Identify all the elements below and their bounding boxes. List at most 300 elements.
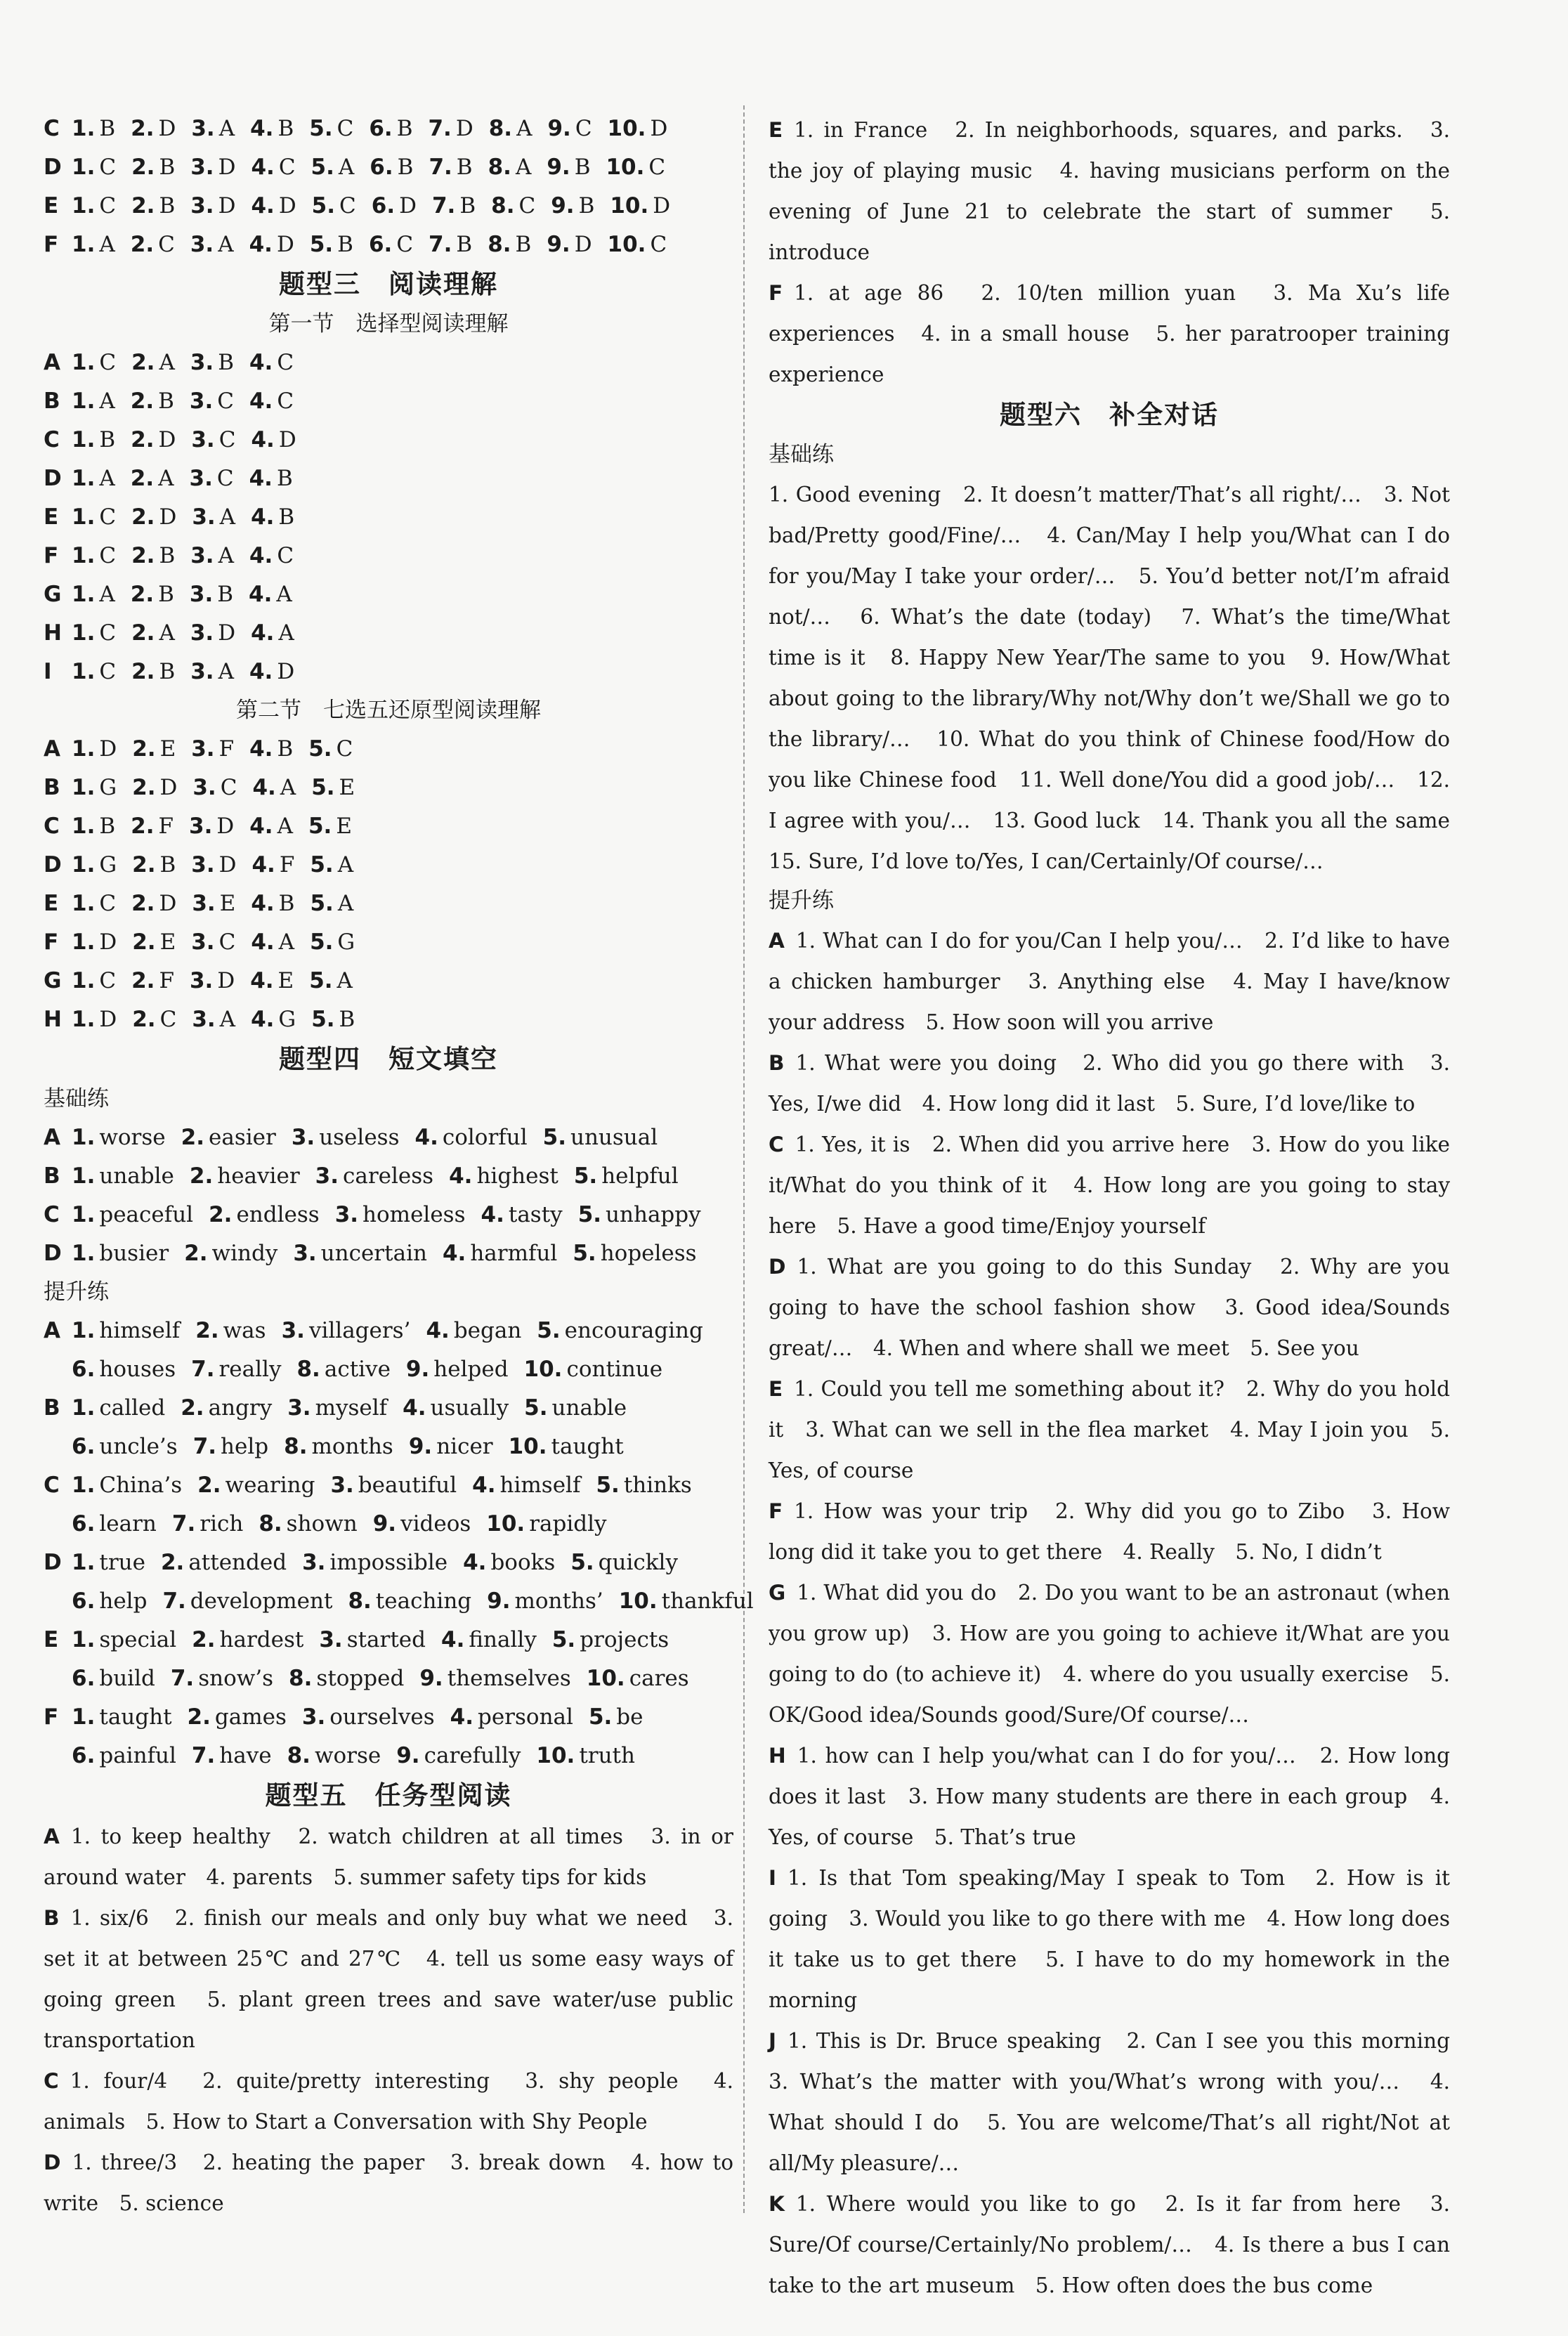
answer-value: C xyxy=(99,155,117,180)
question-number: 10. xyxy=(508,1434,547,1459)
question-number: 1. xyxy=(72,232,96,257)
answer-value: D xyxy=(218,193,236,218)
question-number: 4. xyxy=(249,659,273,684)
question-number: 3. xyxy=(190,155,214,180)
answer-item xyxy=(310,923,355,962)
group-label: C xyxy=(44,1473,60,1498)
answer-item xyxy=(249,575,292,614)
answer-item xyxy=(184,1234,277,1273)
section-title: 题型五 任务型阅读 xyxy=(265,1780,512,1810)
answer-item xyxy=(372,187,417,226)
question-number: 3. xyxy=(191,116,215,141)
answer-item xyxy=(131,459,174,498)
answer-value: snow’s xyxy=(198,1666,274,1691)
answer-paragraph xyxy=(769,1124,1450,1246)
answer-value: D xyxy=(158,116,176,141)
answer-value: painful xyxy=(99,1743,176,1768)
question-number: 8. xyxy=(488,155,511,180)
answer-row xyxy=(44,653,733,691)
answer-row xyxy=(44,1312,733,1350)
answer-value: rich xyxy=(200,1511,244,1536)
answer-item xyxy=(250,110,294,148)
answer-value: angry xyxy=(208,1395,273,1421)
answer-item xyxy=(547,226,592,264)
answer-value: himself xyxy=(99,1318,181,1343)
answer-value: rapidly xyxy=(529,1511,607,1536)
answer-row xyxy=(44,1428,733,1466)
answer-item xyxy=(72,807,115,846)
answer-item xyxy=(72,730,117,769)
question-number: 4. xyxy=(251,1007,275,1032)
answer-item xyxy=(369,110,412,148)
answer-value: E xyxy=(277,968,294,993)
answer-item xyxy=(72,885,116,923)
answer-text: 1. to keep healthy 2. watch children at all times 3. in or around water 4. parents 5. summer safety tips for kids xyxy=(44,1825,733,1889)
question-number: 10. xyxy=(523,1357,563,1382)
answer-item xyxy=(449,1157,558,1196)
answer-value: D xyxy=(99,929,117,955)
answer-row xyxy=(44,575,733,614)
answer-item xyxy=(251,498,294,537)
answer-value: started xyxy=(346,1627,426,1652)
answer-value: C xyxy=(218,929,236,955)
group-label: C xyxy=(44,2069,59,2093)
answer-item xyxy=(189,807,234,846)
answer-value: helpful xyxy=(601,1163,679,1189)
answer-row xyxy=(44,226,733,264)
question-number: 4. xyxy=(251,929,275,955)
answer-value: A xyxy=(278,929,295,955)
answer-value: C xyxy=(99,504,117,530)
answer-item xyxy=(72,1234,169,1273)
question-number: 2. xyxy=(131,620,155,646)
answer-item xyxy=(191,1350,281,1389)
question-number: 10. xyxy=(536,1743,575,1768)
answer-item xyxy=(311,769,355,807)
answer-item xyxy=(197,1466,315,1505)
answer-value: D xyxy=(218,620,236,646)
answer-item xyxy=(287,1737,381,1775)
answer-value: busier xyxy=(99,1241,169,1266)
answer-value: quickly xyxy=(598,1550,678,1575)
answer-item xyxy=(488,226,531,264)
question-number: 5. xyxy=(309,968,333,993)
answer-text: 1. in France 2. In neighborhoods, squares, and parks. 3. the joy of playing music 4. having musicians perform on the evening of June 21 to celebrate the start of summer 5. introduce xyxy=(769,118,1450,264)
answer-value: uncertain xyxy=(320,1241,427,1266)
answer-item xyxy=(72,1505,157,1544)
answer-value: C xyxy=(99,350,117,375)
answer-item xyxy=(131,421,176,459)
answer-item xyxy=(131,807,174,846)
answer-value: A xyxy=(516,116,533,141)
answer-row xyxy=(44,614,733,653)
answer-value: A xyxy=(158,466,174,491)
answer-value: B xyxy=(397,155,414,180)
question-number: 4. xyxy=(403,1395,426,1421)
answer-value: B xyxy=(159,659,176,684)
answer-item xyxy=(289,1659,404,1698)
answer-value: games xyxy=(214,1704,287,1730)
answer-row xyxy=(44,807,733,846)
answer-item xyxy=(249,459,293,498)
answer-value: B xyxy=(159,543,176,568)
question-number: 3. xyxy=(293,1241,317,1266)
answer-row xyxy=(44,382,733,421)
answer-value: A xyxy=(159,350,175,375)
answer-item xyxy=(72,148,116,187)
answer-value: teaching xyxy=(375,1588,472,1614)
answer-item xyxy=(72,846,117,885)
group-label: E xyxy=(44,891,59,916)
answer-row xyxy=(44,1157,733,1196)
answer-item xyxy=(311,1000,355,1039)
question-number: 9. xyxy=(396,1743,420,1768)
question-number: 3. xyxy=(189,814,213,839)
question-number: 8. xyxy=(296,1357,320,1382)
answer-value: D xyxy=(277,659,295,684)
answer-item xyxy=(249,807,293,846)
answer-value: B xyxy=(277,736,294,762)
answer-item xyxy=(72,1196,193,1234)
answers-dialogue-advanced xyxy=(769,920,1471,2306)
answer-value: A xyxy=(337,852,354,877)
group-label: E xyxy=(769,1377,783,1401)
question-number: 4. xyxy=(249,736,273,762)
answer-item xyxy=(72,1698,172,1737)
question-number: 4. xyxy=(249,389,273,414)
answer-value: B xyxy=(337,232,353,257)
question-number: 2. xyxy=(131,193,155,218)
question-number: 3. xyxy=(291,1125,315,1150)
answer-value: homeless xyxy=(362,1202,466,1227)
answer-value: G xyxy=(278,1007,296,1032)
answer-row xyxy=(44,498,733,537)
question-number: 3. xyxy=(191,852,215,877)
answer-item xyxy=(249,382,294,421)
question-number: 3. xyxy=(190,659,214,684)
answer-item xyxy=(72,1544,145,1582)
answer-value: B xyxy=(459,193,476,218)
answer-value: F xyxy=(279,852,295,877)
question-number: 5. xyxy=(573,1241,596,1266)
question-number: 4. xyxy=(426,1318,450,1343)
answers-task-reading-cont xyxy=(769,110,1450,395)
question-number: 8. xyxy=(289,1666,313,1691)
answer-value: villagers’ xyxy=(308,1318,411,1343)
question-number: 7. xyxy=(429,232,452,257)
question-number: 3. xyxy=(190,543,214,568)
answer-row xyxy=(44,1582,754,1621)
question-number: 2. xyxy=(131,350,155,375)
question-number: 1. xyxy=(72,1163,96,1189)
group-label: F xyxy=(44,1704,59,1730)
answer-paragraph xyxy=(769,2021,1471,2184)
question-number: 2. xyxy=(189,1163,214,1189)
question-number: 9. xyxy=(551,193,575,218)
answer-item xyxy=(429,148,472,187)
answer-item xyxy=(282,1312,411,1350)
answer-item xyxy=(190,614,235,653)
answer-item xyxy=(547,110,592,148)
answer-value: learn xyxy=(99,1511,157,1536)
question-number: 2. xyxy=(131,543,155,568)
group-label: B xyxy=(44,1906,60,1930)
answer-item xyxy=(161,1544,287,1582)
answer-text: 1. What did you do 2. Do you want to be an astronaut (when you grow up) 3. How are you going to achieve it/What are you going to do (to achieve it) 4. where do you usually exercise 5. OK/Good idea/Sounds good/Sure/Of course/… xyxy=(769,1581,1450,1727)
question-number: 1. xyxy=(72,1395,96,1421)
answer-value: A xyxy=(515,155,532,180)
answer-paragraph xyxy=(769,1858,1450,2021)
answer-value: C xyxy=(99,193,117,218)
answer-value: B xyxy=(217,582,234,607)
answer-item xyxy=(190,653,234,691)
group-label: A xyxy=(44,1125,60,1150)
answer-value: D xyxy=(216,814,235,839)
answer-item xyxy=(172,1505,243,1544)
answers-reading xyxy=(44,344,733,691)
question-number: 9. xyxy=(419,1666,443,1691)
answer-item xyxy=(574,1157,679,1196)
answer-item xyxy=(131,382,174,421)
answer-row xyxy=(44,1196,733,1234)
question-number: 3. xyxy=(192,504,216,530)
answer-item xyxy=(450,1698,573,1737)
question-number: 3. xyxy=(191,427,215,452)
question-number: 3. xyxy=(302,1550,326,1575)
answer-value: A xyxy=(219,1007,236,1032)
question-number: 5. xyxy=(310,891,334,916)
answer-item xyxy=(463,1544,555,1582)
answer-item xyxy=(72,962,116,1000)
question-number: 5. xyxy=(596,1473,620,1498)
answer-item xyxy=(429,226,472,264)
answer-value: C xyxy=(99,659,117,684)
group-label: H xyxy=(769,1744,786,1768)
group-label: G xyxy=(769,1581,786,1605)
answer-item xyxy=(249,730,293,769)
group-label: B xyxy=(44,389,60,414)
answer-value: B xyxy=(159,193,176,218)
answer-value: videos xyxy=(400,1511,471,1536)
answer-value: unable xyxy=(99,1163,174,1189)
answer-row xyxy=(44,110,733,148)
question-number: 5. xyxy=(577,1202,602,1227)
group-label: A xyxy=(769,929,785,953)
group-label: H xyxy=(44,620,62,646)
answer-item xyxy=(72,1312,180,1350)
answer-item xyxy=(192,1621,303,1659)
answer-value: personal xyxy=(477,1704,573,1730)
answer-value: colorful xyxy=(442,1125,528,1150)
question-number: 7. xyxy=(171,1511,196,1536)
answer-item xyxy=(132,730,176,769)
answer-row xyxy=(44,148,733,187)
question-number: 3. xyxy=(191,736,215,762)
answer-item xyxy=(72,1118,166,1157)
answer-item xyxy=(162,1582,332,1621)
question-number: 5. xyxy=(537,1318,561,1343)
answer-item xyxy=(190,382,234,421)
answer-text: 1. at age 86 2. 10/ten million yuan 3. Ma Xu’s life experiences 4. in a small house 5. her paratrooper training experience xyxy=(769,281,1450,386)
answer-value: C xyxy=(339,193,356,218)
answer-value: A xyxy=(280,775,296,800)
group-label: F xyxy=(44,929,59,955)
question-number: 1. xyxy=(72,929,96,955)
question-number: 3. xyxy=(192,1007,216,1032)
answer-value: A xyxy=(218,116,235,141)
answer-item xyxy=(310,846,353,885)
answer-item xyxy=(72,614,116,653)
answer-item xyxy=(348,1582,471,1621)
subsection-title: 第一节 选择型阅读理解 xyxy=(268,311,509,337)
question-number: 2. xyxy=(197,1473,221,1498)
answer-value: myself xyxy=(315,1395,388,1421)
question-number: 8. xyxy=(348,1588,372,1614)
answer-value: easier xyxy=(209,1125,276,1150)
answer-value: usually xyxy=(430,1395,509,1421)
answer-row xyxy=(44,187,733,226)
question-number: 8. xyxy=(287,1743,311,1768)
group-label: C xyxy=(44,1202,60,1227)
question-number: 3. xyxy=(192,891,216,916)
answer-value: E xyxy=(339,775,355,800)
group-label: A xyxy=(44,736,60,762)
answer-item xyxy=(131,110,176,148)
question-number: 3. xyxy=(301,1704,326,1730)
answer-value: B xyxy=(515,232,532,257)
group-label: D xyxy=(44,155,62,180)
answer-value: A xyxy=(337,891,354,916)
answer-item xyxy=(72,575,115,614)
answer-item xyxy=(309,110,353,148)
question-number: 2. xyxy=(130,389,155,414)
answer-value: really xyxy=(218,1357,282,1382)
answer-value: E xyxy=(159,736,176,762)
answer-item xyxy=(249,344,294,382)
answer-paragraph xyxy=(769,110,1450,273)
question-number: 4. xyxy=(414,1125,438,1150)
question-number: 1. xyxy=(72,814,96,839)
answer-item xyxy=(472,1466,580,1505)
question-number: 7. xyxy=(429,155,452,180)
answer-row xyxy=(44,1389,733,1428)
question-number: 2. xyxy=(131,504,155,530)
question-number: 1. xyxy=(72,852,96,877)
question-number: 2. xyxy=(131,427,155,452)
answer-row xyxy=(44,1698,733,1737)
answer-value: A xyxy=(159,620,175,646)
question-number: 10. xyxy=(607,116,646,141)
group-label: A xyxy=(44,1825,60,1848)
answer-item xyxy=(191,730,234,769)
answer-value: C xyxy=(220,775,237,800)
answer-value: C xyxy=(99,891,117,916)
question-number: 1. xyxy=(72,389,96,414)
answer-item xyxy=(72,421,115,459)
group-label: D xyxy=(44,1550,62,1575)
question-number: 4. xyxy=(251,852,275,877)
answer-item xyxy=(606,148,665,187)
question-number: 2. xyxy=(131,968,155,993)
question-number: 4. xyxy=(450,1704,473,1730)
question-number: 3. xyxy=(190,232,214,257)
question-number: 1. xyxy=(72,504,96,530)
group-label: J xyxy=(769,2029,776,2053)
answer-item xyxy=(403,1389,509,1428)
answer-item xyxy=(488,148,532,187)
answer-row xyxy=(44,1350,733,1389)
question-number: 4. xyxy=(472,1473,496,1498)
answer-text: 1. How was your trip 2. Why did you go to Zibo 3. How long did it take you to get there 4. Really 5. No, I didn’t xyxy=(769,1499,1450,1564)
answer-paragraph xyxy=(769,2184,1450,2306)
answer-value: stopped xyxy=(316,1666,405,1691)
answer-item xyxy=(191,421,235,459)
answer-item xyxy=(171,1659,273,1698)
answer-item xyxy=(251,187,296,226)
answer-item xyxy=(72,459,115,498)
answer-item xyxy=(190,344,234,382)
subsection-title: 第二节 七选五还原型阅读理解 xyxy=(236,698,541,723)
question-number: 1. xyxy=(72,543,96,568)
group-label: I xyxy=(44,659,52,684)
answer-value: harmful xyxy=(470,1241,558,1266)
question-number: 1. xyxy=(72,1704,96,1730)
answer-text: 1. Is that Tom speaking/May I speak to Tom 2. How is it going 3. Would you like to go there with me 4. How long does it take us to get there 5. I have to do my homework in the morning xyxy=(769,1866,1450,2012)
group-label: D xyxy=(769,1255,786,1279)
answer-item xyxy=(312,187,356,226)
answer-item xyxy=(251,421,296,459)
question-number: 3. xyxy=(189,389,214,414)
answer-text: 1. What can I do for you/Can I help you/… 2. I’d like to have a chicken hamburger 3. Anything else 4. May I have/know your address 5. How soon will you arrive xyxy=(769,929,1450,1034)
question-number: 6. xyxy=(368,232,393,257)
answer-value: B xyxy=(456,155,473,180)
answer-item xyxy=(188,1698,287,1737)
answer-item xyxy=(249,537,294,575)
answer-value: C xyxy=(650,232,667,257)
answer-value: active xyxy=(324,1357,391,1382)
question-number: 10. xyxy=(607,232,646,257)
answer-item xyxy=(543,1118,658,1157)
level-label: 基础练 xyxy=(769,442,834,467)
answer-item xyxy=(72,653,116,691)
question-number: 2. xyxy=(132,1007,156,1032)
answer-row xyxy=(44,1544,733,1582)
answer-value: thankful xyxy=(661,1588,754,1614)
answer-value: A xyxy=(219,504,236,530)
answer-value: B xyxy=(574,155,591,180)
question-number: 7. xyxy=(431,193,456,218)
answer-value: unable xyxy=(551,1395,627,1421)
answer-item xyxy=(596,1466,691,1505)
question-number: 4. xyxy=(249,543,273,568)
answer-item xyxy=(547,148,590,187)
answer-row xyxy=(44,537,733,575)
answer-paragraph xyxy=(44,1816,733,1898)
answer-item xyxy=(250,962,294,1000)
question-number: 5. xyxy=(524,1395,548,1421)
answer-value: E xyxy=(159,929,176,955)
answer-item xyxy=(72,1466,182,1505)
answer-item xyxy=(191,110,235,148)
group-label: F xyxy=(44,232,59,257)
answer-item xyxy=(573,1234,696,1273)
question-number: 2. xyxy=(130,232,155,257)
answer-value: C xyxy=(278,155,296,180)
left-column xyxy=(44,110,754,2224)
answer-value: themselves xyxy=(447,1666,571,1691)
question-number: 4. xyxy=(481,1202,504,1227)
answer-value: C xyxy=(99,620,117,646)
